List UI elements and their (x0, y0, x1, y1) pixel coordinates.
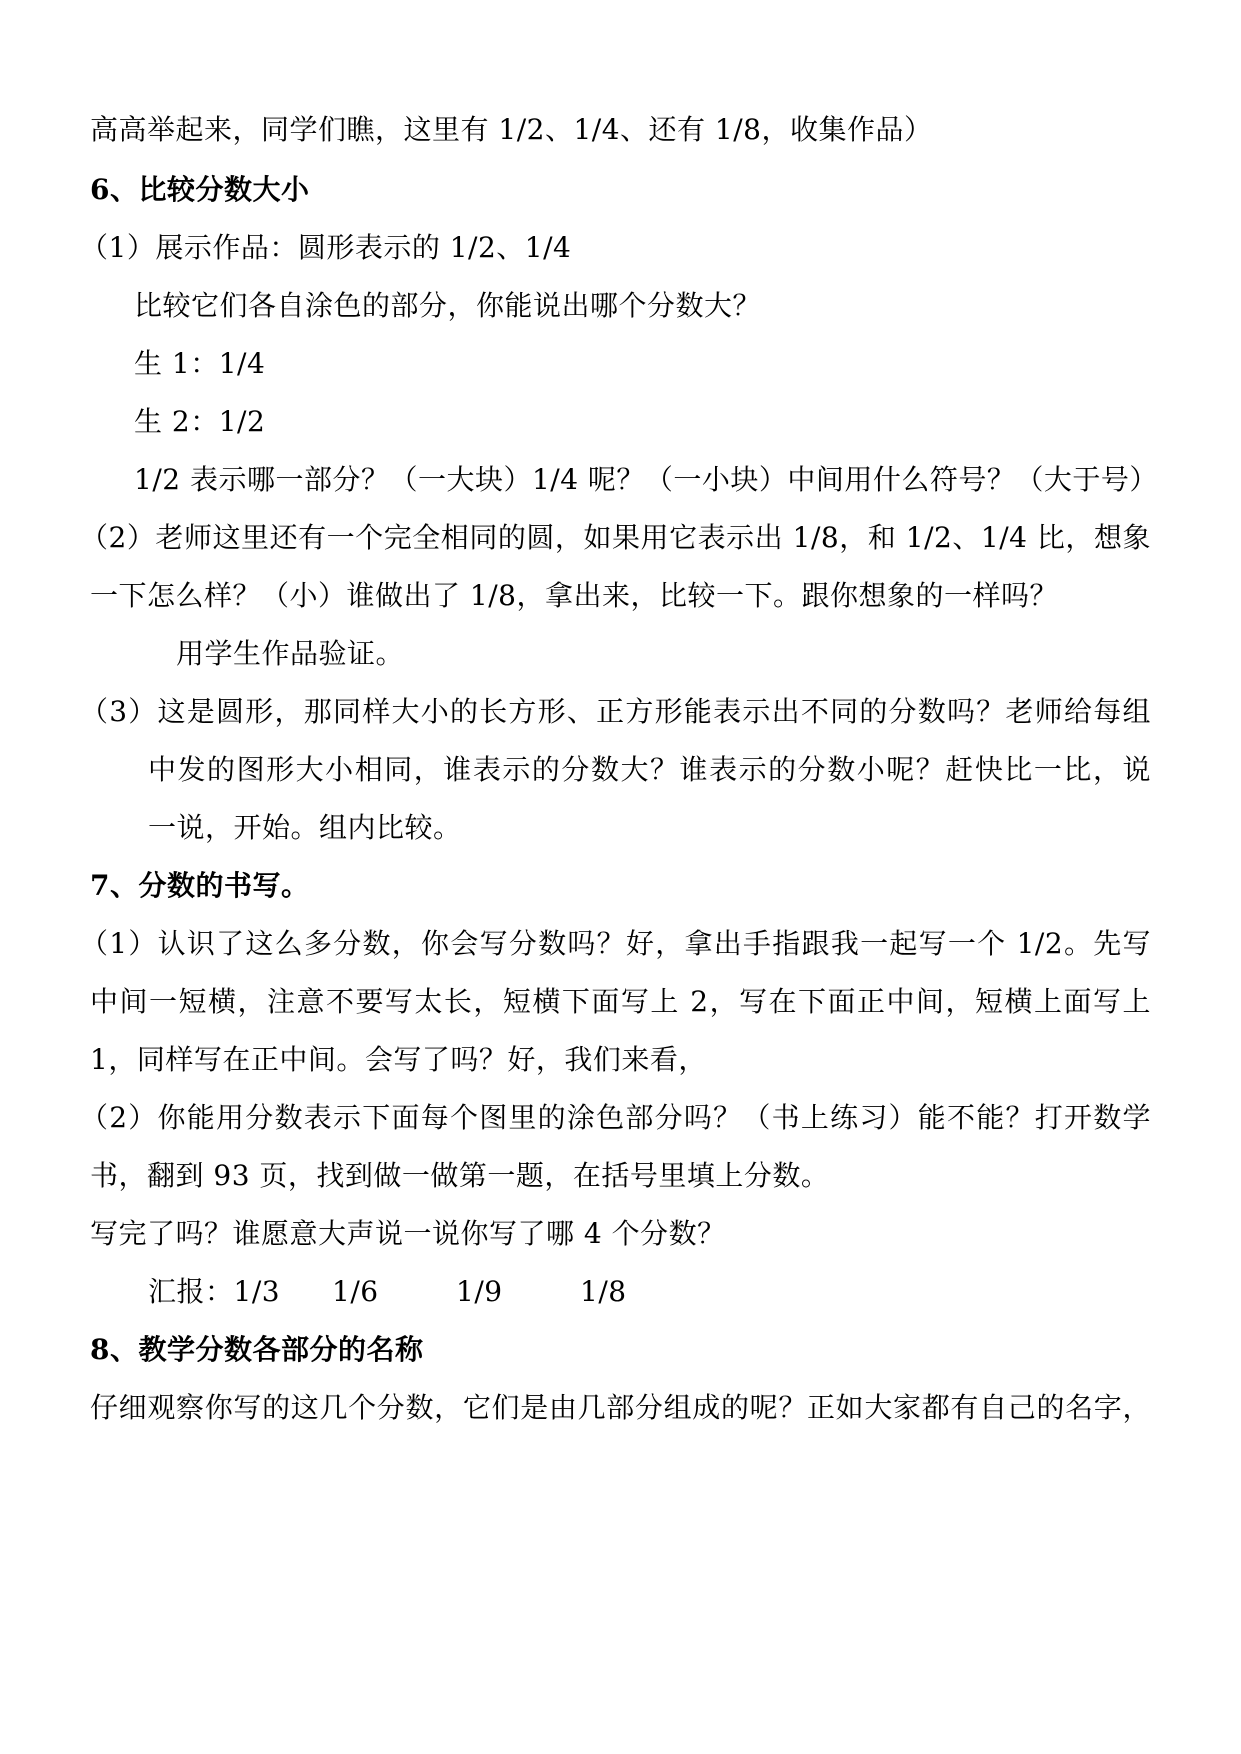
text-line: （3）这是圆形，那同样大小的长方形、正方形能表示出不同的分数吗？老师给每组 (80, 695, 1151, 728)
text-line: 写完了吗？谁愿意大声说一说你写了哪 4 个分数？ (90, 1217, 726, 1250)
text-line: （1）展示作品：圆形表示的 1/2、1/4 (80, 231, 572, 264)
text-line: 生 1：1/4 (134, 347, 266, 380)
text-line: 中间一短横，注意不要写太长，短横下面写上 2，写在下面正中间，短横上面写上 (90, 985, 1151, 1018)
section-heading: 8、教学分数各部分的名称 (90, 1333, 424, 1366)
text-line: 用学生作品验证。 (176, 637, 405, 670)
section-heading: 6、比较分数大小 (90, 173, 310, 206)
report-value: 1/6 (332, 1275, 379, 1308)
report-value: 1/8 (580, 1275, 627, 1308)
text-line: 仔细观察你写的这几个分数，它们是由几部分组成的呢？正如大家都有自己的名字， (90, 1391, 1151, 1424)
text-line: 一说，开始。组内比较。 (148, 811, 462, 844)
text-line: （1）认识了这么多分数，你会写分数吗？好，拿出手指跟我一起写一个 1/2。先写 (80, 927, 1151, 960)
section-heading: 7、分数的书写。 (90, 869, 310, 902)
text-line: 中发的图形大小相同，谁表示的分数大？谁表示的分数小呢？赶快比一比，说 (148, 753, 1151, 786)
text-line: （2）老师这里还有一个完全相同的圆，如果用它表示出 1/8，和 1/2、1/4 比，想象 (80, 521, 1151, 554)
text-line: 书，翻到 93 页，找到做一做第一题，在括号里填上分数。 (90, 1159, 830, 1192)
text-line: 1，同样写在正中间。会写了吗？好，我们来看， (90, 1043, 707, 1076)
text-line: 生 2：1/2 (134, 405, 266, 438)
text-line: 一下怎么样？（小）谁做出了 1/8，拿出来，比较一下。跟你想象的一样吗？ (90, 579, 1058, 612)
report-value: 1/9 (456, 1275, 503, 1308)
text-line: 高高举起来，同学们瞧，这里有 1/2、1/4、还有 1/8，收集作品） (90, 113, 933, 146)
report-label: 汇报：1/3 (148, 1275, 281, 1308)
text-line: （2）你能用分数表示下面每个图里的涂色部分吗？（书上练习）能不能？打开数学 (80, 1101, 1151, 1134)
text-line: 比较它们各自涂色的部分，你能说出哪个分数大？ (134, 289, 762, 322)
text-line: 1/2 表示哪一部分？（一大块）1/4 呢？（一小块）中间用什么符号？（大于号） (134, 463, 1158, 496)
report-line (148, 1272, 1151, 1312)
